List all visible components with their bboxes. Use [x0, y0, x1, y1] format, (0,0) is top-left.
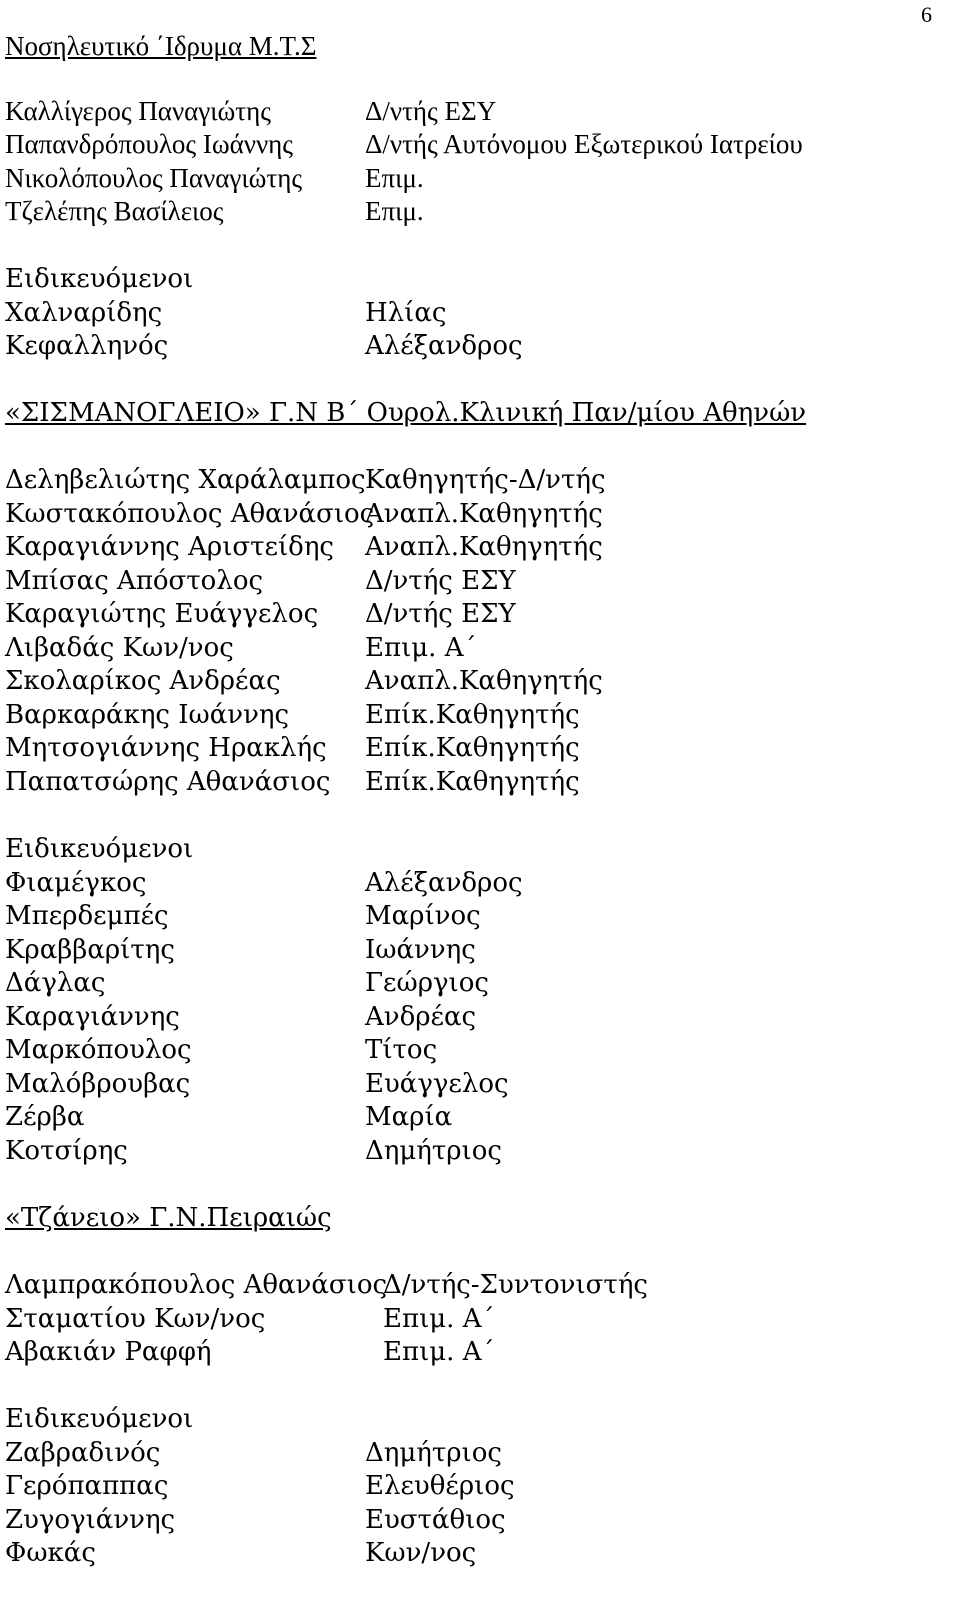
- staff-name: Παπανδρόπουλος Ιωάννης: [5, 129, 293, 159]
- staff-role: Αναπλ.Καθηγητής: [365, 666, 603, 696]
- staff-name: Λιβαδάς Κων/νος: [5, 633, 234, 663]
- staff-role: Επιμ. Α΄: [383, 1304, 495, 1334]
- resident-firstname: Μαρίνος: [365, 901, 481, 931]
- staff-name: Νικολόπουλος Παναγιώτης: [5, 163, 303, 193]
- resident-firstname: Αλέξανδρος: [365, 868, 523, 898]
- resident-surname: Φωκάς: [5, 1538, 96, 1568]
- resident-surname: Κοτσίρης: [5, 1136, 128, 1166]
- resident-firstname: Γεώργιος: [365, 968, 489, 998]
- resident-firstname: Ιωάννης: [365, 935, 476, 965]
- resident-firstname: Ελευθέριος: [365, 1471, 515, 1501]
- resident-firstname: Τίτος: [365, 1035, 438, 1065]
- staff-role: Επιμ. Α΄: [383, 1337, 495, 1367]
- staff-role: Δ/ντής ΕΣΥ: [365, 599, 516, 629]
- staff-name: Μπίσας Απόστολος: [5, 566, 264, 596]
- resident-surname: Ζυγογιάννης: [5, 1505, 176, 1535]
- staff-role: Δ/ντής Αυτόνομου Εξωτερικού Ιατρείου: [365, 129, 803, 159]
- resident-surname: Ζαβραδινός: [5, 1438, 161, 1468]
- resident-firstname: Ανδρέας: [365, 1002, 477, 1032]
- resident-surname: Καραγιάννης: [5, 1002, 180, 1032]
- staff-name: Μητσογιάννης Ηρακλής: [5, 733, 327, 763]
- staff-name: Λαμπρακόπουλος Αθανάσιος: [5, 1270, 388, 1300]
- resident-surname: Γερόπαππας: [5, 1471, 169, 1501]
- resident-firstname: Αλέξανδρος: [365, 331, 523, 361]
- section-title-sismanogleio: «ΣΙΣΜΑΝΟΓΛΕΙΟ» Γ.Ν Β΄ Ουρολ.Κλινική Παν/μίου Αθηνών: [5, 398, 807, 428]
- resident-surname: Δάγλας: [5, 968, 106, 998]
- staff-role: Επίκ.Καθηγητής: [365, 700, 580, 730]
- staff-role: Επιμ.: [365, 163, 424, 193]
- staff-name: Καραγιώτης Ευάγγελος: [5, 599, 319, 629]
- resident-firstname: Κων/νος: [365, 1538, 477, 1568]
- residents-label: Ειδικευόμενοι: [5, 834, 194, 864]
- resident-firstname: Δημήτριος: [365, 1438, 502, 1468]
- residents-label: Ειδικευόμενοι: [5, 264, 194, 294]
- section-title-nosileftiko: Νοσηλευτικό ΄Ιδρυμα Μ.Τ.Σ: [5, 31, 317, 61]
- resident-surname: Φιαμέγκος: [5, 868, 147, 898]
- staff-role: Καθηγητής-Δ/ντής: [365, 465, 606, 495]
- staff-name: Παπατσώρης Αθανάσιος: [5, 767, 331, 797]
- resident-surname: Κραββαρίτης: [5, 935, 175, 965]
- staff-name: Κωστακόπουλος Αθανάσιος: [5, 499, 375, 529]
- staff-name: Βαρκαράκης Ιωάννης: [5, 700, 290, 730]
- staff-role: Επίκ.Καθηγητής: [365, 733, 580, 763]
- resident-surname: Μαλόβρουβας: [5, 1069, 191, 1099]
- staff-name: Καλλίγερος Παναγιώτης: [5, 96, 271, 126]
- staff-name: Αβακιάν Ραφφή: [5, 1337, 212, 1367]
- staff-role: Δ/ντής ΕΣΥ: [365, 566, 516, 596]
- staff-role: Επίκ.Καθηγητής: [365, 767, 580, 797]
- resident-surname: Μπερδεμπές: [5, 901, 169, 931]
- staff-role: Αναπλ.Καθηγητής: [365, 532, 603, 562]
- staff-name: Τζελέπης Βασίλειος: [5, 196, 224, 226]
- section-title-tzaneio: «Τζάνειο» Γ.Ν.Πειραιώς: [5, 1203, 332, 1233]
- staff-name: Δεληβελιώτης Χαράλαμπος: [5, 465, 366, 495]
- staff-name: Καραγιάννης Αριστείδης: [5, 532, 334, 562]
- staff-role: Δ/ντής ΕΣΥ: [365, 96, 497, 126]
- resident-firstname: Ευάγγελος: [365, 1069, 509, 1099]
- resident-surname: Μαρκόπουλος: [5, 1035, 192, 1065]
- resident-surname: Χαλναρίδης: [5, 298, 163, 328]
- resident-firstname: Ηλίας: [365, 298, 447, 328]
- staff-name: Σταματίου Κων/νος: [5, 1304, 266, 1334]
- resident-surname: Ζέρβα: [5, 1102, 85, 1132]
- resident-firstname: Ευστάθιος: [365, 1505, 506, 1535]
- staff-role: Δ/ντής-Συντονιστής: [383, 1270, 648, 1300]
- staff-name: Σκολαρίκος Ανδρέας: [5, 666, 281, 696]
- staff-role: Αναπλ.Καθηγητής: [365, 499, 603, 529]
- staff-role: Επιμ.: [365, 196, 424, 226]
- page-number: 6: [921, 2, 932, 27]
- resident-surname: Κεφαλληνός: [5, 331, 169, 361]
- residents-label: Ειδικευόμενοι: [5, 1404, 194, 1434]
- resident-firstname: Μαρία: [365, 1102, 453, 1132]
- staff-role: Επιμ. Α΄: [365, 633, 477, 663]
- resident-firstname: Δημήτριος: [365, 1136, 502, 1166]
